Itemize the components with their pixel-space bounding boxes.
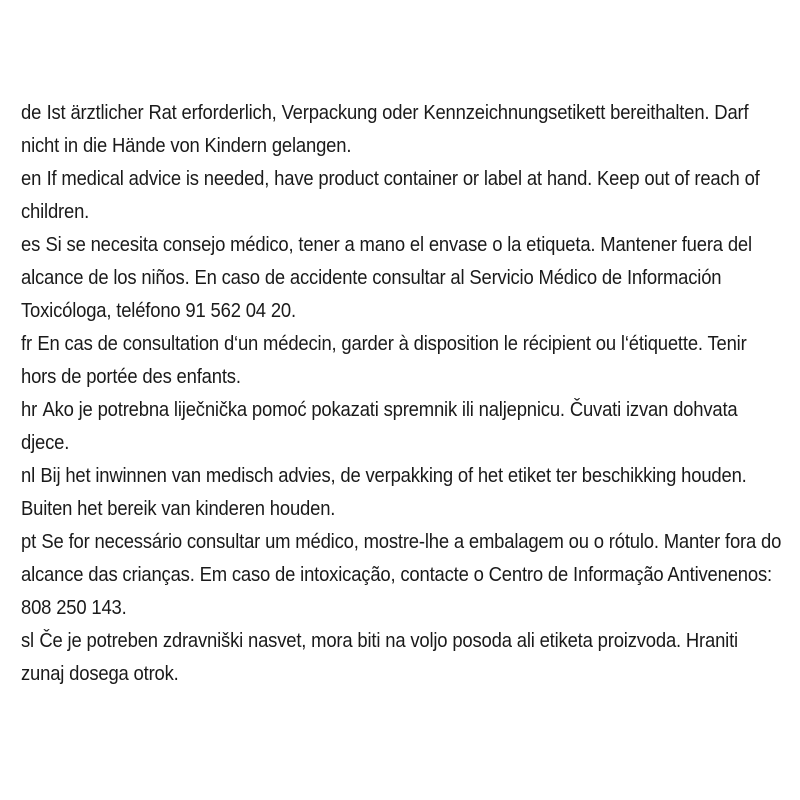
language-code: nl: [21, 464, 36, 487]
warning-text: If medical advice is needed, have product container or label at hand. Keep out of reach of children.: [21, 167, 760, 223]
warning-hr: [21, 393, 783, 459]
language-code: hr: [21, 398, 38, 421]
warning-en: [21, 162, 783, 228]
warning-fr: [21, 327, 783, 393]
language-code: de: [21, 101, 42, 124]
warning-text: Ako je potrebna liječnička pomoć pokazati spremnik ili naljepnicu. Čuvati izvan dohvata djece.: [21, 398, 738, 454]
warning-nl: [21, 459, 783, 525]
language-code: es: [21, 233, 41, 256]
warning-text: En cas de consultation d‘un médecin, garder à disposition le récipient ou l‘étiquette. Tenir hors de portée des enfants.: [21, 332, 747, 388]
warning-pt: [21, 525, 783, 624]
warning-de: [21, 96, 783, 162]
language-code: fr: [21, 332, 32, 355]
warning-sl: [21, 624, 783, 690]
warning-text: Ist ärztlicher Rat erforderlich, Verpackung oder Kennzeichnungsetikett bereithalten. Darf nicht in die Hände von Kindern gelangen.: [21, 101, 749, 157]
warning-text: Če je potreben zdravniški nasvet, mora biti na voljo posoda ali etiketa proizvoda. Hraniti zunaj dosega otrok.: [21, 629, 738, 685]
language-code: pt: [21, 530, 37, 553]
warning-es: [21, 228, 783, 327]
warning-text: Bij het inwinnen van medisch advies, de verpakking of het etiket ter beschikking houden. Buiten het bereik van kinderen houden.: [21, 464, 747, 520]
warning-text: Si se necesita consejo médico, tener a mano el envase o la etiqueta. Mantener fuera del alcance de los niños. En caso de accidente consultar al Servicio Médico de Información Toxicóloga, teléfono 91 562 04 20.: [21, 233, 752, 322]
safety-warnings-text: [21, 96, 783, 690]
warning-text: Se for necessário consultar um médico, mostre-lhe a embalagem ou o rótulo. Manter fora do alcance das crianças. Em caso de intoxicação, contacte o Centro de Informação Antivenenos: 808 250 143.: [21, 530, 782, 619]
language-code: en: [21, 167, 42, 190]
language-code: sl: [21, 629, 34, 652]
